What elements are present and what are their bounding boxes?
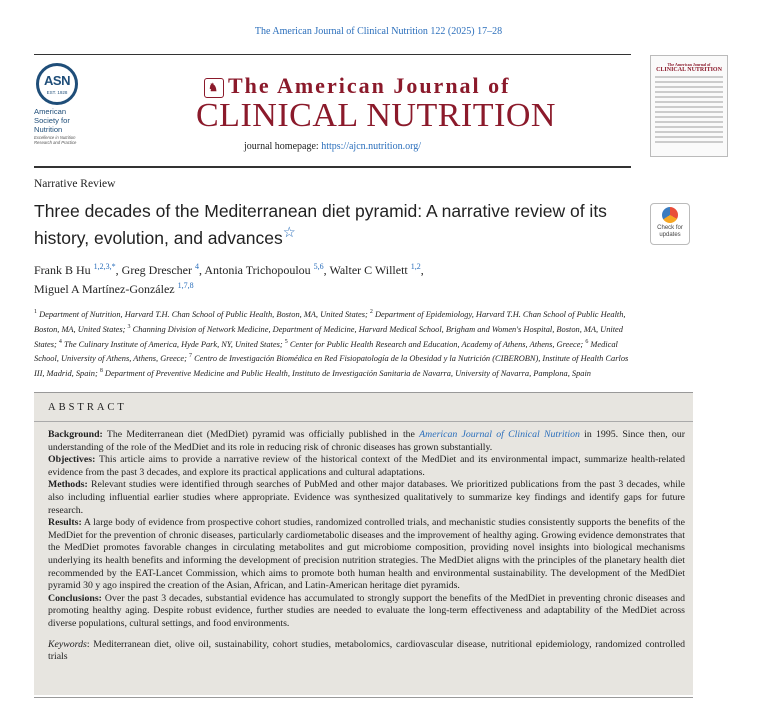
check-for-updates-button[interactable] <box>650 203 690 245</box>
abstract-bottom-rule <box>34 697 693 698</box>
asn-logo-est: EST. 1928 <box>46 90 68 95</box>
society-tagline: Excellence in Nutrition Research and Practice <box>34 135 77 145</box>
title-footnote-star[interactable]: ☆ <box>282 225 296 241</box>
journal-homepage <box>34 141 631 152</box>
author-affiliation-ref[interactable]: 1,2 <box>410 262 421 271</box>
check-updates-label: Check for updates <box>657 225 683 238</box>
journal-name-top <box>204 73 511 99</box>
abstract-objectives: Objectives: This article aims to provide a narrative review of the historical context of the MedDiet and its environmental impact, summarize health-related evidence from the past 3 decades, and explore its practical applications and cultural adaptations. <box>48 454 685 478</box>
author-affiliation-ref[interactable]: 5,6 <box>313 262 324 271</box>
article-title <box>34 200 634 249</box>
abstract-heading: ABSTRACT <box>48 402 127 413</box>
author-name[interactable]: Frank B Hu <box>34 263 91 277</box>
affiliation: Department of Nutrition, Harvard T.H. Chan School of Public Health, Boston, MA, United States; <box>39 309 368 319</box>
author-affiliation-ref[interactable]: 1,7,8 <box>177 281 194 290</box>
article-title-text: Three decades of the Mediterranean diet pyramid: A narrative review of its history, evolution, and advances <box>34 201 607 248</box>
journal-name-bottom: CLINICAL NUTRITION <box>196 97 556 134</box>
author-name[interactable]: Greg Drescher <box>121 263 192 277</box>
homepage-label: journal homepage: <box>243 141 322 152</box>
asn-logo-icon <box>36 63 78 105</box>
abstract-results: Results: A large body of evidence from prospective cohort studies, randomized controlled trials, and mechanistic studies consistently supports the benefits of the MedDiet for the prevention of chronic diseases, particularly cardiometabolic diseases and the improvement of healthy aging. Growing evidence demonstrates that the MedDiet promotes favorable changes in circulating metabolites and gut microbiome composition, providing novel insights into biological mechanisms underlying its health benefits and informing the development of precision nutrition strategies. The MedDiet aligns with the principles of the planetary health diet recommended by the EAT-Lancet Commission, which aims to promote both human health and environmental sustainability. The development of the MedDiet pyramid 30 y ago inspired the creation of the Asian, African, and Latin-American heritage diet pyramids. <box>48 517 685 592</box>
abstract-conclusions: Conclusions: Over the past 3 decades, substantial evidence has accumulated to strongly support the benefits of the MedDiet in preventing chronic diseases and promoting healthy aging. Despite robust evidence, further studies are needed to evaluate the long-term effectiveness and adaptability of the MedDiet across diverse populations, cultural settings, and food environments. <box>48 592 685 629</box>
cover-title-big: CLINICAL NUTRITION <box>656 67 722 73</box>
society-name: American Society for Nutrition <box>34 107 70 134</box>
affiliation: Department of Preventive Medicine and Public Health, Instituto de Investigación Sanitaria de Navarra, University of Navarra, Pamplona, Spain <box>104 368 591 378</box>
journal-name-top-text: The American Journal of <box>228 73 511 98</box>
author-name[interactable]: Miguel A Martínez-González <box>34 282 175 296</box>
affiliation: Centro de Investigación Biomédica en Red Fisiopatología de la Obesidad y la Nutrición (CIBEROBN), Institute of Health Carlos III, Madrid, Spain; <box>34 354 629 378</box>
abstract-box <box>34 392 693 695</box>
asn-logo[interactable] <box>34 63 82 145</box>
abstract-background: Background: The Mediterranean diet (MedDiet) pyramid was officially published in the American Journal of Clinical Nutrition in 1995. Since then, our understanding of the role of the MedDiet and its role in reducing risk of chronic diseases has grown substantially. <box>48 429 685 453</box>
affiliation: The Culinary Institute of America, Hyde Park, NY, United States; <box>63 339 283 349</box>
asn-logo-text: ASN <box>44 73 70 88</box>
affiliation-list: $^1$ Department of Nutrition, Harvard T.H. Chan School of Public Health, Boston, MA, United States; $^2$ Department of Epidemiology, Harvard T.H. Chan School of Public Health, Boston, MA, United States; $^3$ Channing Division of Network Medicine, Department of Medicine, Harvard Medical School, Brigham and Women's Hospital, Boston, MA, United States; $^4$ The Culinary Institute of America, Hyde Park, NY, United States; $^5$ Center for Public Health Research and Education, Academy of Athens, Athens, Greece; $^6$ Medical School, University of Athens, Athens, Greece; $^7$ Centro de Investigación Biomédica en Red Fisiopatología de la Obesidad y la Nutrición (CIBEROBN), Institute of Health Carlos III, Madrid, Spain; $^8$ Department of Preventive Medicine and Public Health, Instituto de Investigación Sanitaria de Navarra, University of Navarra, Pamplona, Spain <box>34 309 629 378</box>
abstract-methods: Methods: Relevant studies were identified through searches of PubMed and other major databases. We prioritized publications from the past 3 decades, while also including influential earlier studies where appropriate. Evidence was synthesized qualitatively to summarize key findings and identify gaps for future research. <box>48 479 685 516</box>
affiliation: Department of Epidemiology, Harvard T.H. Chan School of Public Health, Boston, MA, United States; <box>34 309 626 334</box>
journal-cover-thumbnail[interactable] <box>650 55 728 157</box>
affiliation: Center for Public Health Research and Education, Academy of Athens, Athens, Greece; <box>289 339 584 349</box>
abstract-body <box>48 429 685 664</box>
article-type: Narrative Review <box>34 178 116 190</box>
journal-header <box>34 54 631 162</box>
author-name[interactable]: Walter C Willett <box>329 263 408 277</box>
abstract-keywords: Keywords: Mediterranean diet, olive oil, sustainability, cohort studies, metabolomics, cardiovascular disease, nutritional epidemiology, randomized controlled trials <box>48 638 685 663</box>
homepage-link[interactable]: https://ajcn.nutrition.org/ <box>321 141 421 152</box>
author-affiliation-ref[interactable]: 1,2,3,* <box>93 262 116 271</box>
journal-emblem-icon: ♞ <box>204 78 224 98</box>
journal-citation-link[interactable]: The American Journal of Clinical Nutrition 122 (2025) 17–28 <box>254 26 503 37</box>
affiliation: Medical School, University of Athens, Athens, Greece; <box>34 339 618 364</box>
author-affiliation-ref[interactable]: 4 <box>194 262 199 271</box>
check-updates-icon <box>662 207 678 223</box>
cover-title-small: The American Journal of <box>667 62 711 67</box>
journal-name-link[interactable]: American Journal of Clinical Nutrition <box>419 429 580 440</box>
header-divider <box>34 166 631 168</box>
author-list: Frank B Hu $^{1,2,3,*}$, Greg Drescher $^4$, Antonia Trichopoulou $^{5,6}$, Walter C Willett $^{1,2}$, Miguel A Martínez-González $^{1,7,8}$ <box>34 262 424 296</box>
affiliation: Channing Division of Network Medicine, Department of Medicine, Harvard Medical School, Brigham and Women's Hospital, Boston, MA, United States; <box>34 324 623 349</box>
author-name[interactable]: Antonia Trichopoulou <box>204 263 311 277</box>
